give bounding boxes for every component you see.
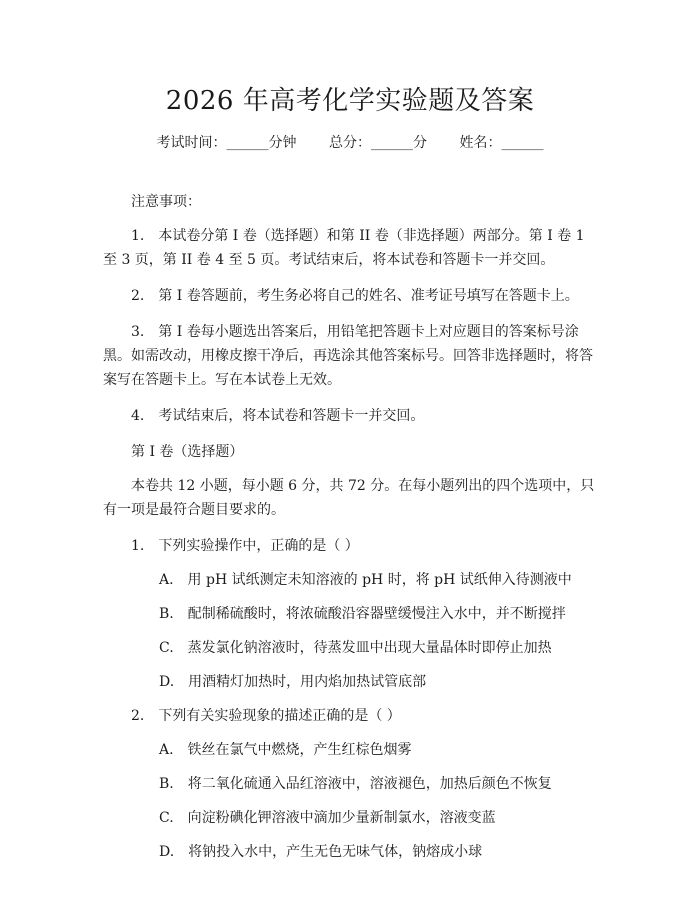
exam-time-field: 考试时间：______分钟 bbox=[156, 135, 297, 151]
total-score-field: 总分：______分 bbox=[329, 135, 427, 151]
note-item: 4. 考试结束后，将本试卷和答题卡一并交回。 bbox=[131, 408, 425, 424]
section-intro: 本卷共 12 小题，每小题 6 分，共 72 分。在每小题列出的四个选项中，只有一项是最符合题目要求的。 bbox=[103, 478, 595, 518]
exam-meta bbox=[0, 132, 700, 152]
question-option: B. 配制稀硫酸时，将浓硫酸沿容器壁缓慢注入水中，并不断搅拌 bbox=[159, 606, 566, 622]
notes-label: 注意事项： bbox=[131, 194, 201, 210]
note-item: 1. 本试卷分第 I 卷（选择题）和第 II 卷（非选择题）两部分。第 I 卷 1 至 3 页，第 II 卷 4 至 5 页。考试结束后，将本试卷和答题卡一并交回。 bbox=[103, 228, 585, 268]
question-option: D. 用酒精灯加热时，用内焰加热试管底部 bbox=[159, 674, 427, 690]
note-item: 3. 第 I 卷每小题选出答案后，用铅笔把答题卡上对应题目的答案标号涂黑。如需改动，用橡皮擦干净后，再选涂其他答案标号。回答非选择题时，将答案写在答题卡上。写在本试卷上无效。 bbox=[103, 324, 593, 388]
question-option: B. 将二氧化硫通入品红溶液中，溶液褪色，加热后颜色不恢复 bbox=[159, 776, 552, 792]
exam-content bbox=[103, 190, 597, 874]
question-stem: 2. 下列有关实验现象的描述正确的是（ ） bbox=[131, 708, 401, 724]
question-option: D. 将钠投入水中，产生无色无味气体，钠熔成小球 bbox=[159, 844, 483, 860]
question-option: A. 铁丝在氯气中燃烧，产生红棕色烟雾 bbox=[159, 742, 412, 758]
question-option: C. 向淀粉碘化钾溶液中滴加少量新制氯水，溶液变蓝 bbox=[159, 810, 496, 826]
question-option: C. 蒸发氯化钠溶液时，待蒸发皿中出现大量晶体时即停止加热 bbox=[159, 640, 552, 656]
student-name-field: 姓名：______ bbox=[459, 135, 544, 151]
question-option: A. 用 pH 试纸测定未知溶液的 pH 时，将 pH 试纸伸入待测液中 bbox=[159, 572, 572, 588]
question-stem: 1. 下列实验操作中，正确的是（ ） bbox=[131, 538, 359, 554]
section-title: 第 I 卷（选择题） bbox=[131, 444, 244, 460]
page-title: 2026 年高考化学实验题及答案 bbox=[165, 86, 535, 116]
note-item: 2. 第 I 卷答题前，考生务必将自己的姓名、准考证号填写在答题卡上。 bbox=[131, 288, 579, 304]
